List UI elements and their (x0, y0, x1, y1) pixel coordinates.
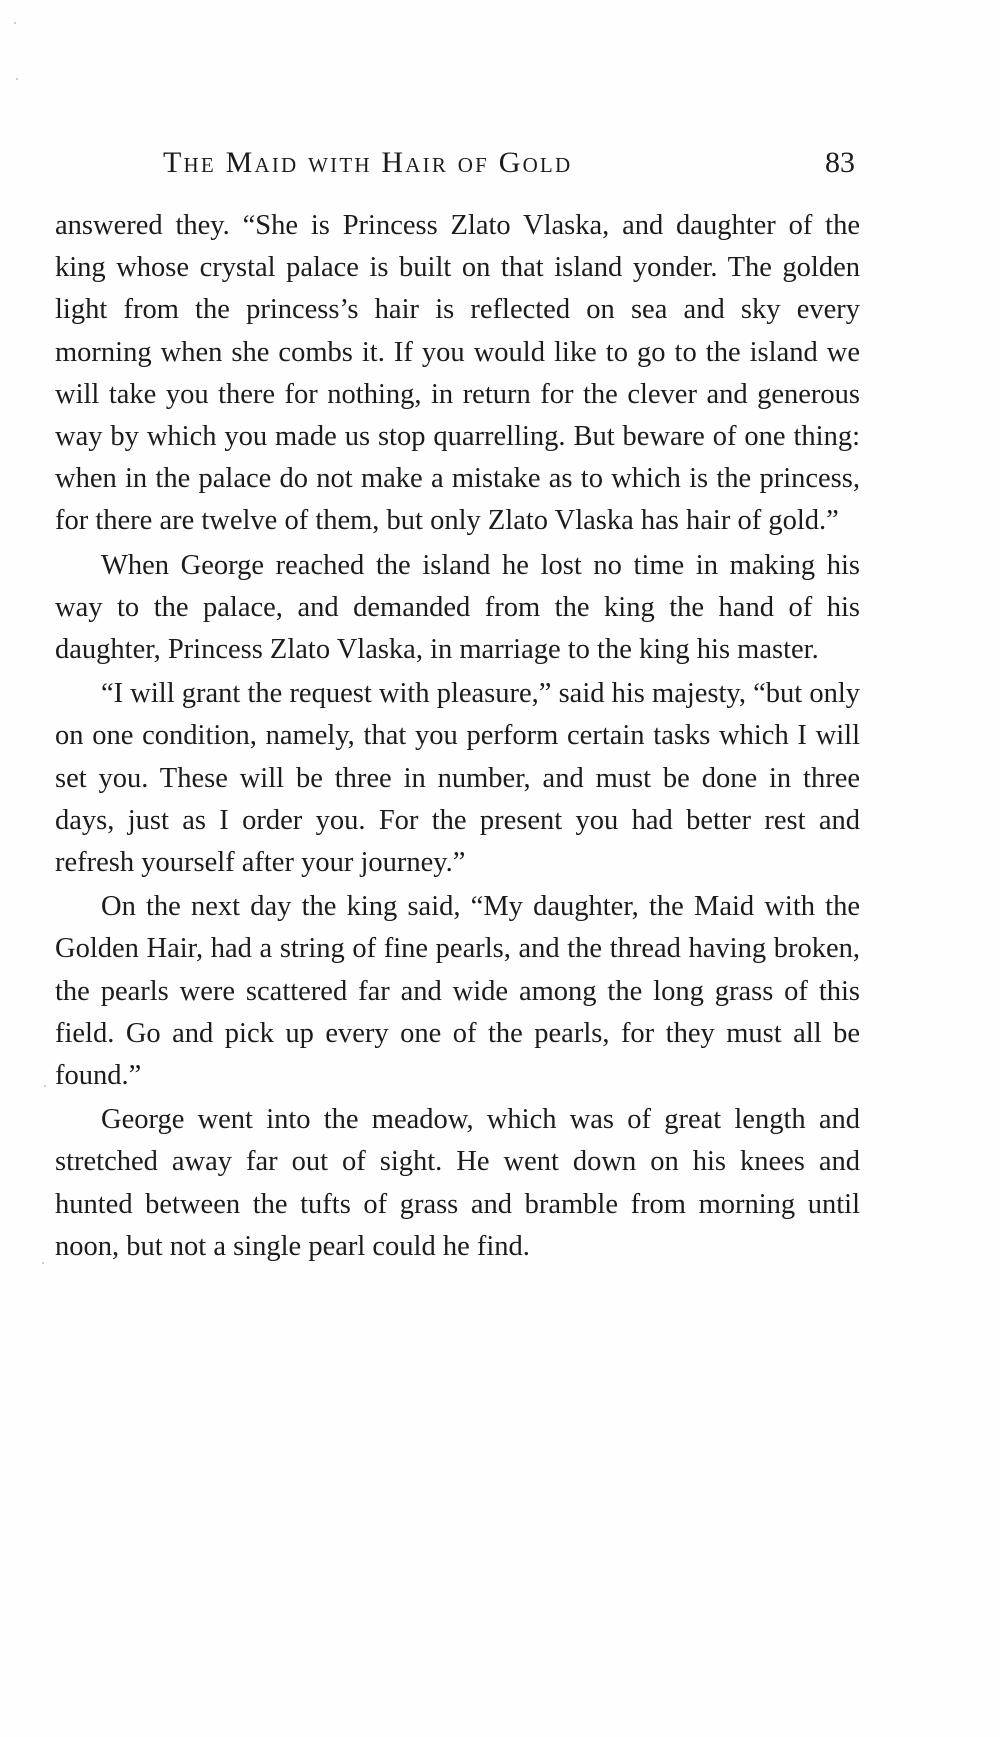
paragraph: On the next day the king said, “My daughter, the Maid with the Golden Hair, had a string of fine pearls, and the thread having broken, the pearls were scattered far and wide among the long grass of this field. Go and pick up every one of the pearls, for they must all be found.” (55, 891, 860, 1092)
paper-speck (42, 1262, 44, 1264)
paragraph: answered they. “She is Princess Zlato Vlaska, and daughter of the king whose crystal palace is built on that island yonder. The golden light from the princess’s hair is reflected on sea and sky every morning when she combs it. If you would like to go to the island we will take you there for nothing, in return for the clever and generous way by which you made us stop quarrelling. But beware of one thing: when in the palace do not make a mistake as to which is the princess, for there are twelve of them, but only Zlato Vlaska has hair of gold.” (55, 210, 860, 537)
running-header (55, 146, 860, 186)
paragraph: When George reached the island he lost no time in making his way to the palace, and demanded from the king the hand of his daughter, Princess Zlato Vlaska, in marriage to the king his master. (55, 549, 860, 666)
body-text (55, 205, 860, 1268)
paper-speck (44, 1085, 46, 1087)
page-number: 83 (825, 146, 855, 179)
running-title: The Maid with Hair of Gold (163, 146, 573, 179)
paper-speck (16, 78, 18, 80)
paragraph: George went into the meadow, which was of great length and stretched away far out of sight. He went down on his knees and hunted between the tufts of grass and bramble from morning until noon, but not a single pearl could he find. (55, 1104, 860, 1262)
paper-speck (14, 22, 16, 24)
paragraph: “I will grant the request with pleasure,” said his majesty, “but only on one condition, namely, that you perform certain tasks which I will set you. These will be three in number, and must be done in three days, just as I order you. For the present you had better rest and refresh yourself after your journey.” (55, 678, 860, 879)
